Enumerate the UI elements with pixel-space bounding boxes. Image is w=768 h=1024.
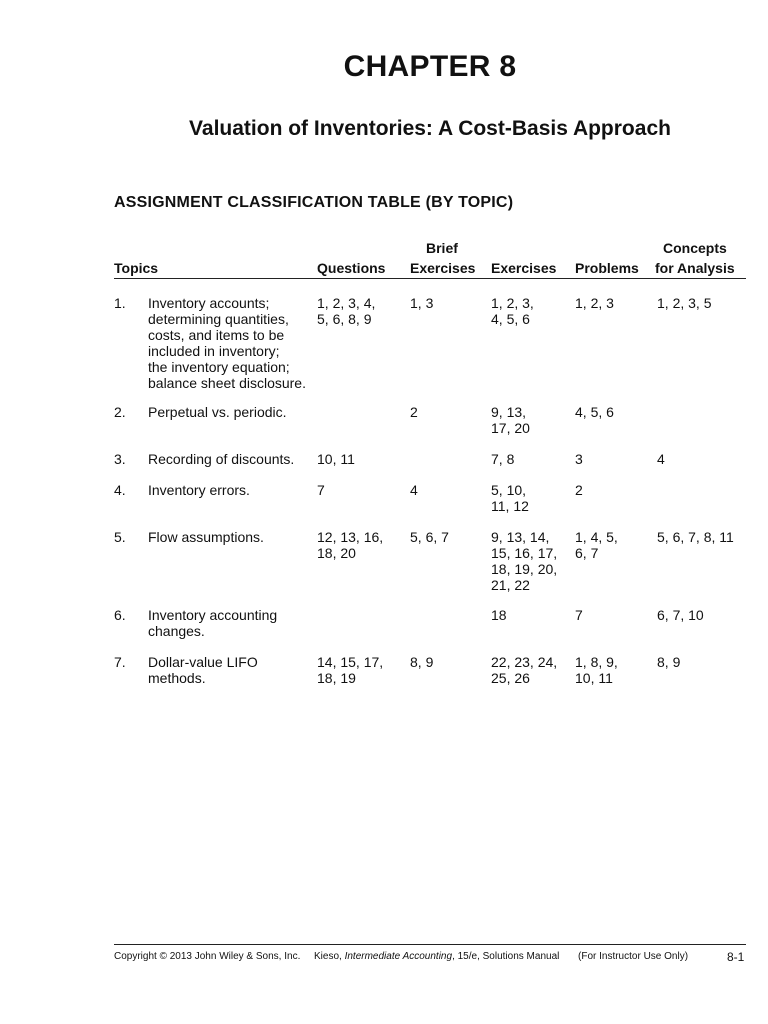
row-topic: Inventory accounting changes. — [148, 607, 278, 639]
header-concepts-top: Concepts — [663, 240, 727, 256]
row-topic: Perpetual vs. periodic. — [148, 404, 287, 420]
table-row — [114, 529, 746, 592]
row-number: 6. — [114, 607, 126, 623]
footer-book-title: Intermediate Accounting — [344, 951, 453, 962]
row-number: 5. — [114, 529, 126, 545]
row-questions: 14, 15, 17, 18, 19 — [317, 654, 384, 686]
chapter-title: CHAPTER 8 — [343, 50, 517, 83]
section-heading: ASSIGNMENT CLASSIFICATION TABLE (BY TOPIC) — [114, 194, 514, 211]
row-exercises: 9, 13, 14, 15, 16, 17, 18, 19, 20, 21, 22 — [491, 529, 558, 593]
row-questions: 10, 11 — [317, 451, 355, 467]
header-exercises: Exercises — [491, 260, 557, 276]
row-exercises: 9, 13, 17, 20 — [491, 404, 530, 436]
header-concepts-bottom: for Analysis — [655, 260, 735, 276]
row-problems: 7 — [575, 607, 583, 623]
row-number: 7. — [114, 654, 126, 670]
assignment-classification-table — [114, 238, 746, 686]
table-row — [114, 654, 746, 686]
header-brief-bottom: Exercises — [410, 260, 476, 276]
row-problems: 4, 5, 6 — [575, 404, 614, 420]
footer-copyright: Copyright © 2013 John Wiley & Sons, Inc. — [114, 951, 301, 962]
table-row — [114, 404, 746, 436]
table-row — [114, 451, 746, 467]
row-problems: 1, 8, 9, 10, 11 — [575, 654, 618, 686]
row-exercises: 5, 10, 11, 12 — [491, 482, 529, 514]
footer-rule — [114, 944, 746, 945]
header-questions: Questions — [317, 260, 386, 276]
row-number: 3. — [114, 451, 126, 467]
row-problems: 1, 4, 5, 6, 7 — [575, 529, 618, 561]
row-questions: 7 — [317, 482, 325, 498]
table-header — [114, 238, 746, 279]
row-number: 1. — [114, 295, 126, 311]
header-problems: Problems — [575, 260, 639, 276]
row-brief-exercises: 1, 3 — [410, 295, 434, 311]
page-number: 8-1 — [727, 950, 745, 964]
row-concepts: 6, 7, 10 — [657, 607, 704, 623]
row-concepts: 1, 2, 3, 5 — [657, 295, 712, 311]
row-brief-exercises: 2 — [410, 404, 418, 420]
row-problems: 1, 2, 3 — [575, 295, 614, 311]
header-brief-top: Brief — [426, 240, 458, 256]
row-exercises: 7, 8 — [491, 451, 515, 467]
footer-book-author: Kieso, — [314, 951, 345, 962]
header-topics: Topics — [114, 260, 159, 276]
row-number: 4. — [114, 482, 126, 498]
row-brief-exercises: 8, 9 — [410, 654, 434, 670]
footer-instructor-note: (For Instructor Use Only) — [578, 951, 689, 962]
row-brief-exercises: 5, 6, 7 — [410, 529, 449, 545]
footer-book-citation — [314, 951, 559, 962]
row-problems: 3 — [575, 451, 583, 467]
table-row — [114, 482, 746, 514]
row-exercises: 1, 2, 3, 4, 5, 6 — [491, 295, 534, 327]
row-topic: Dollar-value LIFO methods. — [148, 654, 258, 686]
row-questions: 1, 2, 3, 4, 5, 6, 8, 9 — [317, 295, 376, 327]
chapter-subtitle: Valuation of Inventories: A Cost-Basis Approach — [189, 117, 671, 140]
row-number: 2. — [114, 404, 126, 420]
row-brief-exercises: 4 — [410, 482, 418, 498]
row-topic: Flow assumptions. — [148, 529, 264, 545]
row-concepts: 4 — [657, 451, 665, 467]
row-problems: 2 — [575, 482, 583, 498]
row-exercises: 22, 23, 24, 25, 26 — [491, 654, 558, 686]
row-topic: Recording of discounts. — [148, 451, 295, 467]
table-row — [114, 295, 746, 389]
footer-book-edition: , 15/e, Solutions Manual — [452, 951, 560, 962]
row-topic: Inventory accounts; determining quantities, costs, and items to be included in inventory; the inventory equation; balance sheet disclosure. — [148, 295, 306, 391]
row-questions: 12, 13, 16, 18, 20 — [317, 529, 384, 561]
row-concepts: 8, 9 — [657, 654, 681, 670]
row-topic: Inventory errors. — [148, 482, 250, 498]
row-concepts: 5, 6, 7, 8, 11 — [657, 529, 734, 545]
table-row — [114, 607, 746, 639]
row-exercises: 18 — [491, 607, 507, 623]
